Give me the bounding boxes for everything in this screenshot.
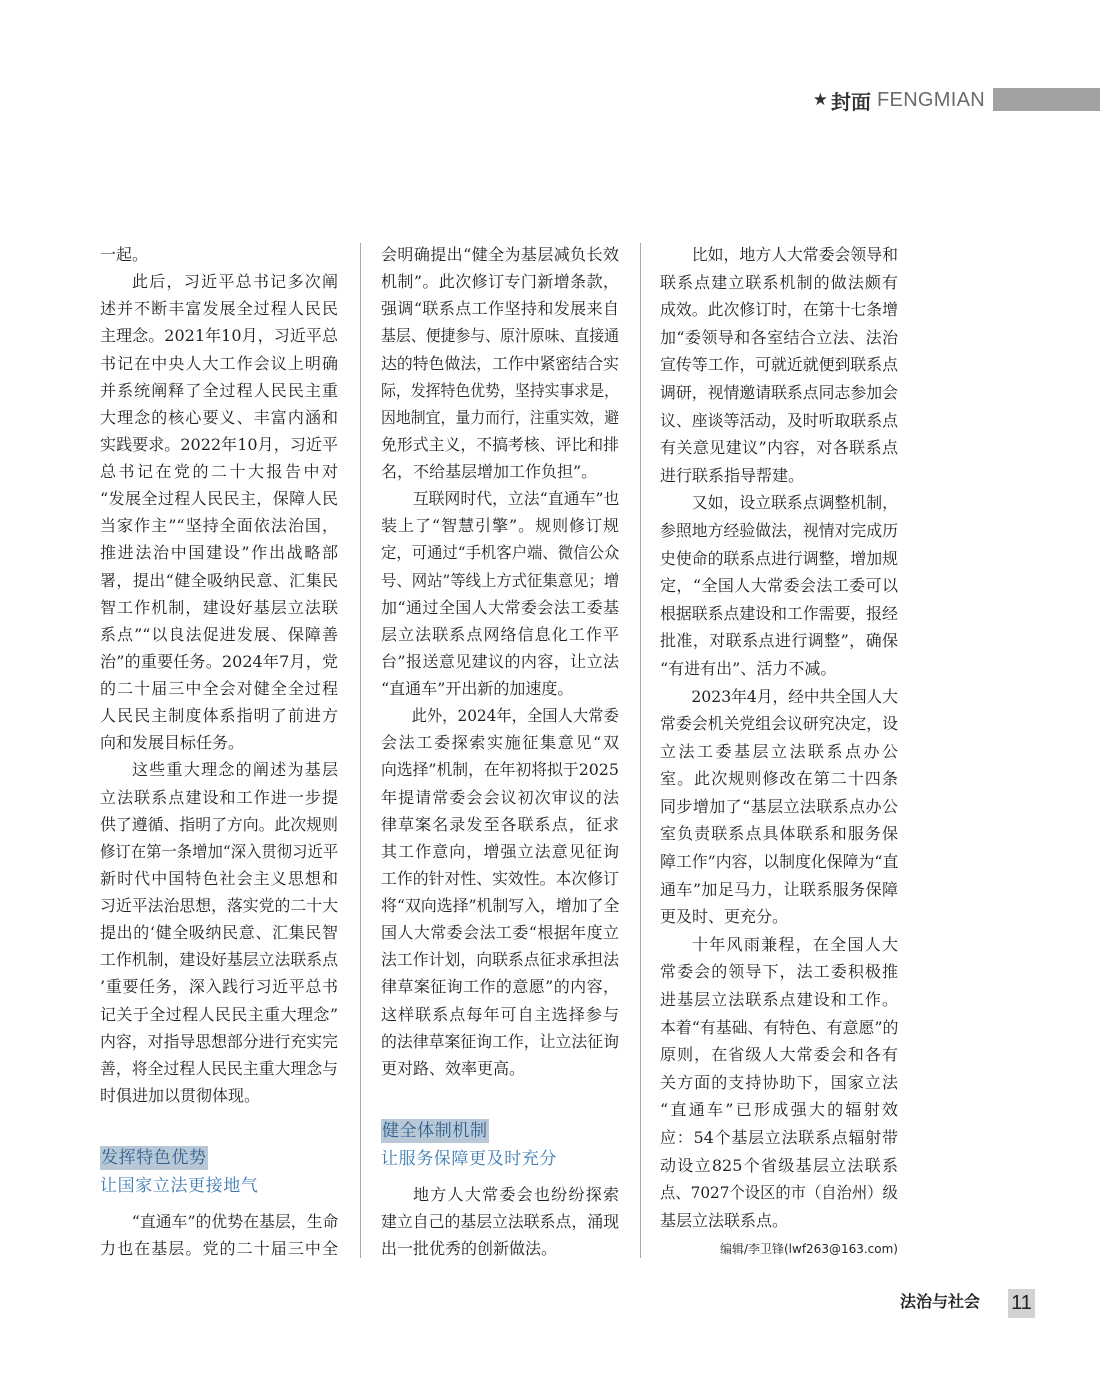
magazine-title: 法治与社会 [900, 1292, 981, 1311]
text-line: 更对路、效率更高。 [381, 1058, 526, 1078]
text-line: 常委会机关党组会议研究决定，设 [660, 714, 899, 734]
column-divider [360, 243, 361, 1258]
text-line: 习近平法治思想，落实党的二十大 [100, 896, 339, 915]
text-line: 根据联系点建设和工作需要，报经 [660, 603, 899, 623]
text-line: 免形式主义，不搞考核、评比和排 [381, 434, 620, 454]
text-line: 点、7027个设区的市（自治州）级 [660, 1183, 898, 1203]
text-line: 常委会的领导下，法工委积极推 [660, 962, 898, 982]
text-line: 加“通过全国人大常委会法工委基 [381, 597, 619, 617]
text-line: 装上了“智慧引擎”。规则修订规 [381, 516, 619, 536]
section-label: 封面 [831, 89, 872, 114]
text-line: 通车”加足马力，让联系服务保障 [660, 879, 898, 899]
text-line: 并系统阐释了全过程人民民主重 [100, 380, 338, 400]
text-line: 其工作意向，增强立法意见征询 [381, 841, 619, 861]
text-line: 此后，习近平总书记多次阐 [132, 272, 338, 292]
text-line: 这样联系点每年可自主选择参与 [381, 1004, 619, 1024]
text-line: “直通车”开出新的加速度。 [381, 679, 574, 698]
paragraph [100, 241, 338, 268]
text-line: 十年风雨兼程，在全国人大 [692, 934, 898, 954]
text-line: 立法工委基层立法联系点办公 [660, 741, 898, 761]
text-line: 进基层立法联系点建设和工作。 [660, 990, 898, 1010]
star-icon: ★ [812, 90, 829, 110]
article-column-1 [100, 241, 338, 1262]
paragraph [381, 241, 619, 485]
text-line: 定，可通过“手机客户端、微信公众 [381, 543, 620, 563]
paragraph [100, 268, 338, 756]
text-line: 记关于全过程人民民主重大理念” [100, 1004, 338, 1024]
section-label-pinyin: FENGMIAN [877, 88, 985, 111]
text-line: 向选择”机制，在年初将拟于2025 [381, 760, 619, 780]
text-line: 修订在第一条增加“深入贯彻习近平 [100, 841, 339, 861]
column-text [660, 241, 898, 1234]
section-heading [381, 1119, 619, 1171]
text-line: 提出的‘健全吸纳民意、汇集民智 [100, 923, 338, 943]
text-line: 主理念。2021年10月，习近平总 [100, 326, 338, 346]
section-subtitle: 让服务保障更及时充分 [381, 1148, 557, 1169]
text-line: 此外，2024年，全国人大常委 [411, 706, 619, 726]
text-line: 机制”。此次修订专门新增条款， [381, 272, 619, 292]
text-line: 又如，设立联系点调整机制， [691, 493, 899, 513]
text-line: 动设立825个省级基层立法联系 [660, 1155, 898, 1175]
text-line: 述并不断丰富发展全过程人民民 [100, 299, 338, 319]
text-line: 互联网时代，立法“直通车”也 [412, 489, 620, 509]
text-line: 立法联系点建设和工作进一步提 [100, 787, 338, 807]
paragraph [100, 756, 338, 1109]
text-line: 强调“联系点工作坚持和发展来自 [381, 299, 619, 319]
text-line: 署，提出“健全吸纳民意、汇集民 [100, 570, 338, 590]
text-line: 更及时、更充分。 [660, 907, 789, 927]
text-line: 地方人大常委会也纷纷探索 [413, 1184, 619, 1204]
paragraph [660, 683, 898, 931]
text-line: 应：54个基层立法联系点辐射带 [660, 1128, 898, 1147]
text-line: 书记在中央人大工作会议上明确 [100, 353, 338, 373]
text-line: “直通车”已形成强大的辐射效 [660, 1100, 898, 1120]
text-line: ’重要任务，深入践行习近平总书 [100, 977, 338, 997]
text-line: 一起。 [100, 245, 149, 264]
text-line: 参照地方经验做法，视情对完成历 [660, 520, 899, 540]
text-line: 史使命的联系点进行调整，增加规 [660, 548, 899, 568]
text-line: 年提请常委会会议初次审议的法 [381, 787, 619, 807]
text-line: “发展全过程人民民主，保障人民 [100, 489, 338, 509]
text-line: 时俱进加以贯彻体现。 [100, 1085, 261, 1105]
text-line: 智工作机制，建设好基层立法联 [100, 597, 338, 617]
text-line: 将“双向选择”机制写入，增加了全 [381, 896, 620, 915]
text-line: 室。此次规则修改在第二十四条 [660, 769, 898, 789]
text-line: “直通车”的优势在基层，生命 [131, 1212, 339, 1231]
text-line: 人民民主制度体系指明了前进方 [100, 706, 338, 726]
text-line: 2023年4月，经中共全国人大 [691, 686, 898, 706]
text-line: 系点”“以良法促进发展、保障善 [100, 624, 338, 644]
text-line: 联系点建立联系机制的做法颇有 [660, 272, 898, 292]
column-text [381, 241, 619, 1262]
text-line: 力也在基层。党的二十届三中全 [100, 1239, 338, 1259]
text-line: 新时代中国特色社会主义思想和 [100, 868, 338, 888]
text-line: 基层立法联系点。 [660, 1210, 789, 1230]
text-line: 际，发挥特色优势，坚持实事求是， [381, 380, 620, 400]
text-line: 达的特色做法，工作中紧密结合实 [381, 353, 620, 373]
text-line: “有进有出”、活力不减。 [660, 658, 837, 678]
text-line: 基层、便捷参与、原汁原味、直接通 [381, 326, 620, 346]
text-line: 成效。此次修订时，在第十七条增 [660, 300, 899, 320]
text-line: 律草案名录发至各联系点，征求 [381, 814, 619, 834]
article-column-3 [660, 241, 898, 1257]
text-line: 会法工委探索实施征集意见“双 [381, 733, 619, 753]
text-line: 内容，对指导思想部分进行充实完 [100, 1031, 339, 1051]
section-heading [100, 1146, 338, 1198]
text-line: 这些重大理念的阐述为基层 [132, 760, 338, 780]
text-line: 比如，地方人大常委会领导和 [691, 245, 899, 264]
text-line: 律草案征询工作的意愿”的内容， [381, 977, 619, 997]
text-line: 的法律草案征询工作，让立法征询 [381, 1031, 620, 1051]
column-text [100, 241, 338, 1262]
page-number: 11 [1008, 1289, 1035, 1318]
text-line: 台”报送意见建议的内容，让立法 [381, 651, 619, 671]
text-line: 会明确提出“健全为基层减负长效 [381, 245, 619, 264]
text-line: 供了遵循、指明了方向。此次规则 [100, 814, 339, 834]
text-line: 有关意见建议”内容，对各联系点 [660, 438, 898, 458]
paragraph [100, 1208, 338, 1262]
text-line: 实践要求。2022年10月，习近平 [100, 434, 338, 454]
paragraph [381, 1181, 619, 1262]
section-title: 健全体制机制 [382, 1120, 488, 1141]
paragraph [660, 489, 898, 682]
text-line: 总书记在党的二十大报告中对 [100, 462, 338, 481]
text-line: 调研，视情邀请联系点同志参加会 [660, 382, 899, 402]
text-line: 建立自己的基层立法联系点，涌现 [381, 1212, 620, 1231]
text-line: 同步增加了“基层立法联系点办公 [660, 796, 898, 816]
text-line: 国人大常委会法工委“根据年度立 [381, 923, 619, 943]
text-line: 大理念的核心要义、丰富内涵和 [100, 407, 338, 427]
text-line: 关方面的支持协助下，国家立法 [660, 1072, 898, 1092]
section-subtitle: 让国家立法更接地气 [100, 1176, 259, 1196]
text-line: 治”的重要任务。2024年7月，党 [100, 651, 338, 671]
text-line: 向和发展目标任务。 [100, 733, 245, 753]
text-line: 出一批优秀的创新做法。 [381, 1239, 558, 1259]
text-line: 批准，对联系点进行调整”，确保 [660, 631, 898, 651]
text-line: 工作的针对性、实效性。本次修订 [381, 868, 620, 888]
text-line: 当家作主”“坚持全面依法治国， [100, 516, 338, 536]
paragraph [660, 241, 898, 489]
text-line: 善，将全过程人民民主重大理念与 [100, 1058, 339, 1078]
text-line: 障工作”内容，以制度化保障为“直 [660, 852, 899, 872]
header-bar [993, 88, 1100, 111]
text-line: 因地制宜，量力而行，注重实效，避 [381, 407, 620, 427]
column-divider [640, 243, 641, 1258]
text-line: 原则，在省级人大常委会和各有 [660, 1045, 898, 1065]
paragraph [381, 485, 619, 702]
section-title: 发挥特色优势 [101, 1148, 207, 1168]
text-line: 推进法治中国建设”作出战略部 [100, 543, 338, 563]
running-head [813, 86, 985, 114]
text-line: 层立法联系点网络信息化工作平 [381, 624, 619, 644]
text-line: 议、座谈等活动，及时听取联系点 [660, 410, 899, 430]
article-column-2 [381, 241, 619, 1262]
text-line: 宣传等工作，可就近就便到联系点 [660, 355, 899, 375]
paragraph [660, 931, 898, 1235]
text-line: 的二十届三中全会对健全全过程 [100, 679, 338, 698]
editor-credit: 编辑/李卫锋(lwf263@163.com) [719, 1242, 898, 1257]
text-line: 号、网站”等线上方式征集意见；增 [381, 570, 620, 590]
text-line: 本着“有基础、有特色、有意愿”的 [660, 1017, 899, 1037]
text-line: 法工作计划，向联系点征求承担法 [381, 950, 620, 970]
text-line: 名，不给基层增加工作负担”。 [381, 462, 598, 481]
text-line: 定，“全国人大常委会法工委可以 [660, 576, 898, 596]
text-line: 室负责联系点具体联系和服务保 [660, 824, 898, 844]
text-line: 进行联系指导帮建。 [660, 465, 805, 485]
text-line: 加“委领导和各室结合立法、法治 [660, 327, 898, 347]
paragraph [381, 702, 619, 1082]
text-line: 工作机制，建设好基层立法联系点 [100, 950, 339, 970]
